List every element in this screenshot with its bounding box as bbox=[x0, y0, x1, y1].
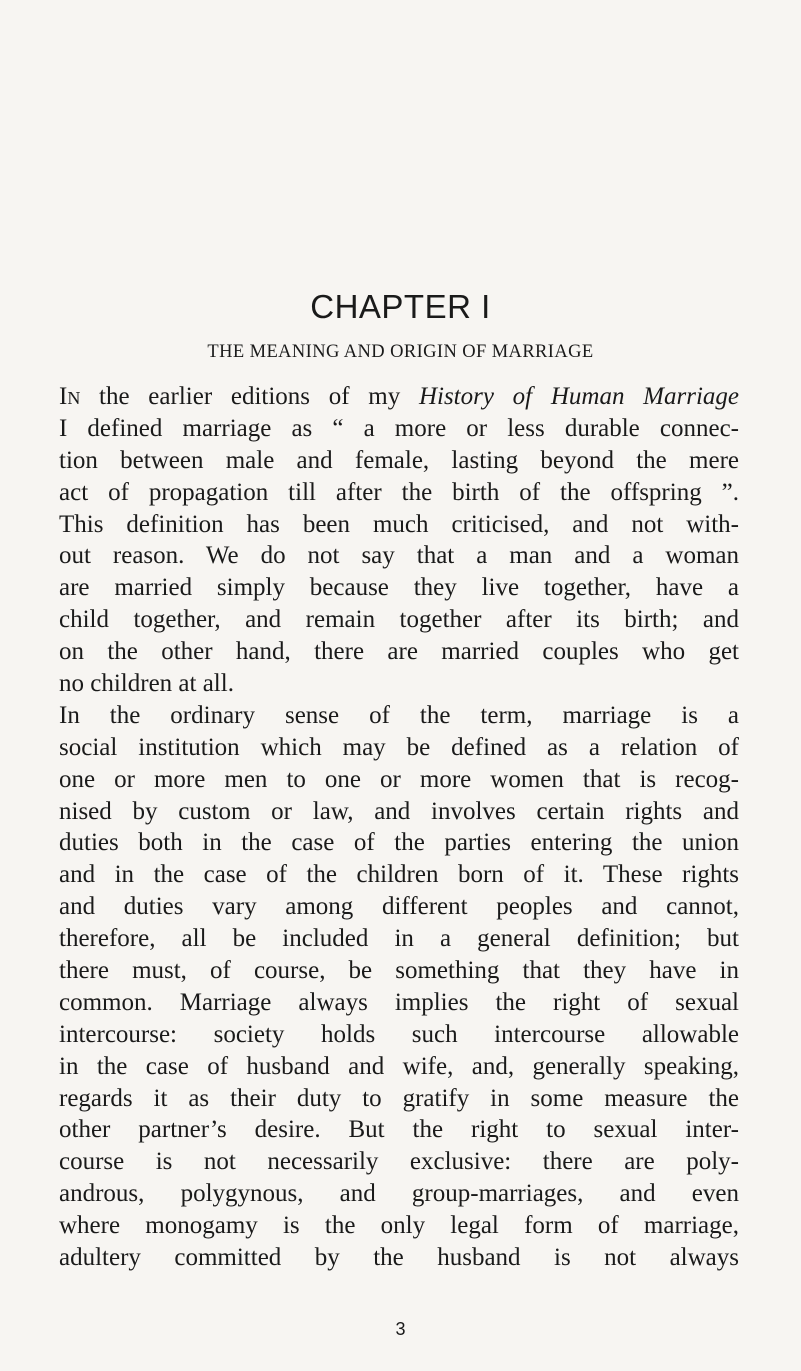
chapter-heading: CHAPTER I bbox=[310, 288, 491, 325]
text-line bbox=[59, 700, 739, 732]
text-fragment: In the ordinary sense of the term, marriage is a bbox=[59, 701, 739, 729]
text-line: in the case of husband and wife, and, generally speaking, bbox=[59, 1052, 739, 1080]
text-line: common. Marriage always implies the right of sexual bbox=[59, 988, 739, 1016]
chapter-subtitle: THE MEANING AND ORIGIN OF MARRIAGE bbox=[207, 342, 594, 362]
page-number: 3 bbox=[395, 1319, 406, 1339]
text-line: child together, and remain together after its birth; and bbox=[59, 606, 739, 634]
text-line bbox=[59, 381, 739, 413]
book-title-reference: History of Human Marriage bbox=[418, 383, 739, 410]
text-line: and duties vary among different peoples and cannot, bbox=[59, 893, 739, 921]
text-line: one or more men to one or more women that is recog- bbox=[59, 765, 739, 793]
text-line: adultery committed by the husband is not always bbox=[59, 1244, 739, 1272]
text-line: I defined marriage as “ a more or less durable connec- bbox=[59, 414, 739, 442]
text-line: intercourse: society holds such intercourse allowable bbox=[59, 1020, 739, 1048]
text-line: social institution which may be defined as a relation of bbox=[59, 733, 739, 761]
text-line: no children at all. bbox=[59, 670, 234, 698]
paragraph-1 bbox=[59, 381, 739, 700]
text-line: there must, of course, be something that they have in bbox=[59, 957, 739, 985]
text-line: out reason. We do not say that a man and a woman bbox=[59, 542, 739, 570]
text-line: nised by custom or law, and involves certain rights and bbox=[59, 797, 739, 825]
text-line: where monogamy is the only legal form of marriage, bbox=[59, 1212, 739, 1240]
text-line: and in the case of the children born of it. These rights bbox=[59, 861, 739, 889]
drop-lead-word: In bbox=[59, 383, 81, 410]
text-line: This definition has been much criticised, and not with- bbox=[59, 510, 739, 538]
text-line: on the other hand, there are married couples who get bbox=[59, 638, 739, 666]
text-line: androus, polygynous, and group-marriages, and even bbox=[59, 1180, 739, 1208]
paragraph-2 bbox=[59, 700, 739, 1274]
text-line: other partner’s desire. But the right to sexual inter- bbox=[59, 1116, 739, 1144]
text-line: course is not necessarily exclusive: there are poly- bbox=[59, 1148, 739, 1176]
text-line: are married simply because they live together, have a bbox=[59, 574, 739, 602]
text-line: therefore, all be included in a general definition; but bbox=[59, 925, 739, 953]
chapter-body bbox=[59, 381, 739, 1274]
text-line: tion between male and female, lasting beyond the mere bbox=[59, 446, 739, 474]
text-line: duties both in the case of the parties entering the union bbox=[59, 829, 739, 857]
text-line: regards it as their duty to gratify in some measure the bbox=[59, 1084, 739, 1112]
text-line: act of propagation till after the birth of the offspring ”. bbox=[59, 478, 739, 506]
text-fragment: the earlier editions of my bbox=[80, 383, 419, 410]
